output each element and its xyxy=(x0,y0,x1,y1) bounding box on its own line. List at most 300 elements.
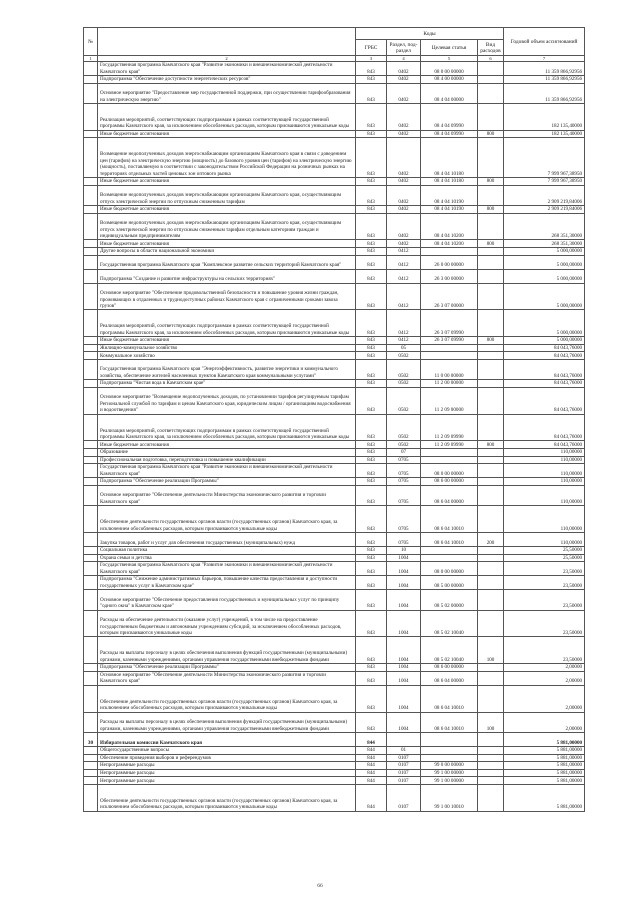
row-annual-sum: 5 000,00000 xyxy=(504,337,585,345)
row-expense-type xyxy=(478,664,504,672)
row-expense-type xyxy=(478,671,504,685)
row-annual-sum: 182 135,40000 xyxy=(504,103,585,130)
row-expense-type xyxy=(478,344,504,352)
table-row xyxy=(84,352,585,360)
row-number xyxy=(84,62,98,76)
header-annual-sum: Годовой объем ассигнований xyxy=(504,28,585,56)
row-expense-type xyxy=(478,685,504,712)
row-number xyxy=(84,441,98,449)
row-number xyxy=(84,414,98,441)
row-expense-type: 800 xyxy=(478,205,504,213)
row-grbs: 843 xyxy=(356,185,387,205)
row-target-article: 08 6 00 00000 xyxy=(421,664,478,672)
row-number xyxy=(84,359,98,379)
index-cell: 2 xyxy=(98,56,356,62)
row-expense-type xyxy=(478,352,504,360)
row-number xyxy=(84,747,98,755)
row-section: 1004 xyxy=(387,590,421,610)
row-name: Иные бюджетные ассигнования xyxy=(98,441,356,449)
row-target-article: 08 4 04 10180 xyxy=(421,138,478,178)
table-row xyxy=(84,456,585,464)
row-number xyxy=(84,590,98,610)
row-number xyxy=(84,283,98,310)
row-number xyxy=(84,387,98,414)
row-grbs: 843 xyxy=(356,380,387,388)
row-section: 0502 xyxy=(387,414,421,441)
row-annual-sum: 11 359 866,92956 xyxy=(504,76,585,84)
row-grbs: 843 xyxy=(356,205,387,213)
row-name: Закупка товаров, работ и услуг для обеспечения государственных (муниципальных) нужд xyxy=(98,533,356,547)
row-annual-sum: 23,50000 xyxy=(504,576,585,590)
row-target-article: 08 0 00 00000 xyxy=(421,464,478,478)
table-row xyxy=(84,359,585,379)
row-name: Основное мероприятие "Обеспечение предоставления государственных и муниципальных услуг по принципу "одного окна" в Камчатском крае" xyxy=(98,590,356,610)
row-number xyxy=(84,76,98,84)
row-name: Расходы на выплаты персоналу в целях обеспечения выполнения функций государственными (муниципальными) органами, казенными учреждениями, органами управления государственными внебюджетными фондами xyxy=(98,712,356,732)
row-section: 0705 xyxy=(387,464,421,478)
row-number xyxy=(84,637,98,664)
row-section: 0705 xyxy=(387,478,421,486)
row-annual-sum: 2,00000 xyxy=(504,712,585,732)
table-row xyxy=(84,62,585,76)
row-number xyxy=(84,337,98,345)
index-cell: 5 xyxy=(421,56,478,62)
row-section: 0402 xyxy=(387,62,421,76)
row-annual-sum: 268 351,30000 xyxy=(504,213,585,240)
header-expense-type: Вид расходов xyxy=(478,40,504,56)
row-name: Избирательная комиссия Камчатского края xyxy=(98,733,356,747)
row-target-article: 08 4 04 00000 xyxy=(421,83,478,103)
table-row xyxy=(84,562,585,576)
row-grbs: 844 xyxy=(356,769,387,777)
row-expense-type xyxy=(478,464,504,478)
row-target-article xyxy=(421,747,478,755)
row-expense-type: 800 xyxy=(478,441,504,449)
row-name: Подпрограмма "Снижение административных барьеров, повышение качества предоставления и доступности государственных услуг в Камчатском крае" xyxy=(98,576,356,590)
row-annual-sum: 5 000,00000 xyxy=(504,310,585,337)
row-expense-type xyxy=(478,76,504,84)
row-target-article: 11 2 00 00000 xyxy=(421,380,478,388)
row-target-article: 26 3 07 00000 xyxy=(421,283,478,310)
row-target-article: 99 1 00 00000 xyxy=(421,777,478,785)
row-expense-type: 800 xyxy=(478,337,504,345)
row-grbs: 843 xyxy=(356,387,387,414)
row-expense-type xyxy=(478,138,504,178)
header-section: Раздел, под-раздел xyxy=(387,40,421,56)
row-section: 0107 xyxy=(387,769,421,777)
row-target-article: 11 2 09 00000 xyxy=(421,387,478,414)
row-number xyxy=(84,478,98,486)
row-annual-sum: 7 999 967,38950 xyxy=(504,177,585,185)
row-section: 0502 xyxy=(387,359,421,379)
row-grbs: 843 xyxy=(356,177,387,185)
row-number xyxy=(84,769,98,777)
row-name: Основное мероприятие "Возмещение недополученных доходов, по установлении тарифов регулируемым тарифам Региональной службой по тарифам и ценам Камчатского края, юридическим лицам / организациям водоснабжения и водоотведения" xyxy=(98,387,356,414)
row-number xyxy=(84,712,98,732)
row-annual-sum: 84 043,76000 xyxy=(504,414,585,441)
row-grbs: 843 xyxy=(356,449,387,457)
row-grbs: 844 xyxy=(356,754,387,762)
row-section: 1004 xyxy=(387,664,421,672)
row-annual-sum: 110,00000 xyxy=(504,478,585,486)
row-target-article: 08 5 02 10040 xyxy=(421,637,478,664)
row-target-article xyxy=(421,554,478,562)
row-target-article: 26 3 00 00000 xyxy=(421,269,478,283)
row-name: Иные бюджетные ассигнования xyxy=(98,337,356,345)
row-target-article xyxy=(421,449,478,457)
row-grbs: 843 xyxy=(356,464,387,478)
row-section: 0502 xyxy=(387,387,421,414)
table-row xyxy=(84,103,585,130)
table-row xyxy=(84,380,585,388)
row-section: 0705 xyxy=(387,456,421,464)
row-number xyxy=(84,685,98,712)
table-row xyxy=(84,414,585,441)
row-annual-sum: 5 000,00000 xyxy=(504,255,585,269)
row-section: 0412 xyxy=(387,310,421,337)
row-grbs: 843 xyxy=(356,712,387,732)
row-target-article: 08 5 02 00000 xyxy=(421,590,478,610)
row-section: 1004 xyxy=(387,554,421,562)
row-section: 1004 xyxy=(387,671,421,685)
row-annual-sum: 5 881,00000 xyxy=(504,747,585,755)
table-row xyxy=(84,554,585,562)
row-name: Основное мероприятие "Обеспечение продовольственной безопасности и повышение уровня жизни граждан, проживающих в отдаленных и труднодоступных районах Камчатского края с ограниченными сроками завоза грузов" xyxy=(98,283,356,310)
row-grbs: 843 xyxy=(356,359,387,379)
row-annual-sum: 7 999 967,38950 xyxy=(504,138,585,178)
row-number xyxy=(84,138,98,178)
row-expense-type: 200 xyxy=(478,533,504,547)
row-name: Подпрограмма "Создание и развитие инфраструктуры на сельских территориях" xyxy=(98,269,356,283)
table-row xyxy=(84,769,585,777)
table-row xyxy=(84,637,585,664)
row-grbs: 843 xyxy=(356,610,387,637)
row-grbs: 843 xyxy=(356,590,387,610)
row-grbs: 843 xyxy=(356,62,387,76)
row-target-article: 08 0 00 00000 xyxy=(421,562,478,576)
row-grbs: 843 xyxy=(356,478,387,486)
row-grbs: 843 xyxy=(356,533,387,547)
row-target-article: 08 6 04 10010 xyxy=(421,506,478,533)
row-target-article: 11 2 09 09990 xyxy=(421,441,478,449)
row-target-article: 08 4 00 00000 xyxy=(421,76,478,84)
row-grbs: 843 xyxy=(356,352,387,360)
row-name: Возмещение недополученных доходов энергоснабжающим организациям Камчатского края в связи с доведением цен (тарифов) на электрическую энергию (мощность) до базового уровня цен (тарифов) на электрическую энергию (мощность), поставляемую в соответствии с законодательством Российской Федерации на розничных рынках на территориях отдельных частей ценовых зон оптового рынка xyxy=(98,138,356,178)
table-row xyxy=(84,747,585,755)
row-annual-sum: 110,00000 xyxy=(504,506,585,533)
row-section: 0705 xyxy=(387,485,421,505)
row-annual-sum: 2,00000 xyxy=(504,664,585,672)
row-section: 01 xyxy=(387,747,421,755)
row-number xyxy=(84,533,98,547)
table-row xyxy=(84,464,585,478)
row-section: 1004 xyxy=(387,712,421,732)
row-section: 0705 xyxy=(387,533,421,547)
row-name: Профессиональная подготовка, переподготовка и повышение квалификации xyxy=(98,456,356,464)
row-section: 0412 xyxy=(387,247,421,255)
row-number xyxy=(84,562,98,576)
row-grbs: 844 xyxy=(356,733,387,747)
row-target-article xyxy=(421,247,478,255)
row-number xyxy=(84,610,98,637)
row-section: 0107 xyxy=(387,754,421,762)
row-expense-type xyxy=(478,456,504,464)
row-number xyxy=(84,664,98,672)
row-expense-type xyxy=(478,485,504,505)
index-cell: 4 xyxy=(387,56,421,62)
row-number xyxy=(84,784,98,811)
table-row xyxy=(84,76,585,84)
row-expense-type xyxy=(478,83,504,103)
row-grbs: 843 xyxy=(356,269,387,283)
row-section: 0502 xyxy=(387,441,421,449)
row-annual-sum: 25,50000 xyxy=(504,547,585,555)
table-row xyxy=(84,310,585,337)
row-section: 0402 xyxy=(387,205,421,213)
row-annual-sum: 110,00000 xyxy=(504,464,585,478)
table-row xyxy=(84,177,585,185)
row-grbs: 843 xyxy=(356,337,387,345)
row-expense-type xyxy=(478,449,504,457)
row-target-article: 08 6 00 00000 xyxy=(421,478,478,486)
row-target-article: 99 1 00 10010 xyxy=(421,784,478,811)
row-grbs: 843 xyxy=(356,685,387,712)
row-expense-type: 100 xyxy=(478,712,504,732)
row-target-article: 08 4 04 10200 xyxy=(421,213,478,240)
row-name: Общегосударственные вопросы xyxy=(98,747,356,755)
row-grbs: 843 xyxy=(356,283,387,310)
row-number xyxy=(84,247,98,255)
row-section: 0402 xyxy=(387,213,421,240)
row-name: Обеспечение деятельности государственных органов власти (государственных органов) Камчатского края, за исключением обособленных расходов, которым присваиваются уникальные коды xyxy=(98,506,356,533)
row-annual-sum: 110,00000 xyxy=(504,533,585,547)
row-number xyxy=(84,185,98,205)
row-name: Социальная политика xyxy=(98,547,356,555)
row-section: 0402 xyxy=(387,130,421,138)
row-section: 0412 xyxy=(387,283,421,310)
row-annual-sum: 84 043,76000 xyxy=(504,359,585,379)
row-annual-sum: 5 881,00000 xyxy=(504,784,585,811)
row-number xyxy=(84,269,98,283)
row-number xyxy=(84,777,98,785)
row-name: Непрограммные расходы xyxy=(98,762,356,770)
row-annual-sum: 5 000,00000 xyxy=(504,283,585,310)
row-grbs: 843 xyxy=(356,130,387,138)
row-section: 1004 xyxy=(387,685,421,712)
row-number xyxy=(84,344,98,352)
row-name: Непрограммные расходы xyxy=(98,769,356,777)
row-name: Основное мероприятие "Предоставление мер государственной поддержки, при осуществлении тарифообразования на электрическую энергию" xyxy=(98,83,356,103)
table-row xyxy=(84,762,585,770)
row-number xyxy=(84,485,98,505)
row-number xyxy=(84,103,98,130)
row-grbs: 843 xyxy=(356,240,387,248)
index-cell: 7 xyxy=(504,56,585,62)
row-section: 0402 xyxy=(387,138,421,178)
row-annual-sum: 268 351,30000 xyxy=(504,240,585,248)
row-name: Подпрограмма "Обеспечение доступности энергетических ресурсов" xyxy=(98,76,356,84)
table-row xyxy=(84,777,585,785)
row-expense-type xyxy=(478,769,504,777)
row-number xyxy=(84,754,98,762)
table-row xyxy=(84,283,585,310)
header-number: № xyxy=(84,28,98,56)
row-number xyxy=(84,547,98,555)
row-grbs: 843 xyxy=(356,576,387,590)
table-row xyxy=(84,205,585,213)
row-section: 0412 xyxy=(387,269,421,283)
row-expense-type xyxy=(478,414,504,441)
row-grbs: 843 xyxy=(356,83,387,103)
row-expense-type xyxy=(478,754,504,762)
row-name: Государственная программа Камчатского края "Развитие экономики и внешнеэкономической деятельности Камчатского края" xyxy=(98,464,356,478)
row-section xyxy=(387,733,421,747)
index-cell: 3 xyxy=(356,56,387,62)
row-number xyxy=(84,310,98,337)
row-name: Возмещение недополученных доходов энергоснабжающим организациям Камчатского края, осуществляющим отпуск электрической энергии по отпускным сниженным тарифам xyxy=(98,185,356,205)
row-section: 10 xyxy=(387,547,421,555)
row-expense-type xyxy=(478,547,504,555)
row-section: 0705 xyxy=(387,506,421,533)
row-name: Иные бюджетные ассигнования xyxy=(98,130,356,138)
table-row xyxy=(84,733,585,747)
row-grbs: 844 xyxy=(356,784,387,811)
row-annual-sum: 2 909 219,84006 xyxy=(504,205,585,213)
row-name: Подпрограмма "Обеспечение реализации Программы" xyxy=(98,664,356,672)
table-row xyxy=(84,247,585,255)
row-grbs: 843 xyxy=(356,247,387,255)
row-section: 0107 xyxy=(387,784,421,811)
row-expense-type xyxy=(478,387,504,414)
row-number xyxy=(84,240,98,248)
row-number xyxy=(84,671,98,685)
table-row xyxy=(84,130,585,138)
row-name: Жилищно-коммунальное хозяйство xyxy=(98,344,356,352)
row-target-article xyxy=(421,456,478,464)
row-target-article: 08 4 04 10190 xyxy=(421,205,478,213)
row-annual-sum: 110,00000 xyxy=(504,449,585,457)
row-expense-type xyxy=(478,784,504,811)
row-section: 0402 xyxy=(387,76,421,84)
row-number xyxy=(84,506,98,533)
table-row xyxy=(84,344,585,352)
row-target-article xyxy=(421,352,478,360)
row-grbs: 844 xyxy=(356,777,387,785)
row-grbs: 843 xyxy=(356,213,387,240)
table-row xyxy=(84,255,585,269)
table-row xyxy=(84,754,585,762)
row-name: Расходы на выплаты персоналу в целях обеспечения выполнения функций государственными (муниципальными) органами, казенными учреждениями, органами управления государственными внебюджетными фондами xyxy=(98,637,356,664)
table-row xyxy=(84,685,585,712)
row-annual-sum: 5 881,00000 xyxy=(504,769,585,777)
row-grbs: 843 xyxy=(356,103,387,130)
row-section: 05 xyxy=(387,344,421,352)
row-section: 0502 xyxy=(387,380,421,388)
row-grbs: 843 xyxy=(356,547,387,555)
row-number xyxy=(84,380,98,388)
row-target-article: 99 0 00 00000 xyxy=(421,762,478,770)
row-expense-type xyxy=(478,213,504,240)
row-target-article: 08 6 04 00000 xyxy=(421,671,478,685)
row-annual-sum: 23,50000 xyxy=(504,610,585,637)
table-row xyxy=(84,478,585,486)
row-target-article xyxy=(421,733,478,747)
row-name: Подпрограмма "Обеспечение реализации Программы" xyxy=(98,478,356,486)
row-target-article: 08 5 00 00000 xyxy=(421,576,478,590)
row-number xyxy=(84,464,98,478)
row-annual-sum: 5 000,00000 xyxy=(504,247,585,255)
row-name: Подпрограмма "Чистая вода в Камчатском крае" xyxy=(98,380,356,388)
table-row xyxy=(84,547,585,555)
index-cell: 1 xyxy=(84,56,98,62)
budget-table-sheet xyxy=(83,27,584,812)
row-number xyxy=(84,205,98,213)
row-name: Другие вопросы в области национальной экономики xyxy=(98,247,356,255)
row-grbs: 843 xyxy=(356,255,387,269)
row-expense-type xyxy=(478,359,504,379)
row-annual-sum: 5 000,00000 xyxy=(504,269,585,283)
row-grbs: 843 xyxy=(356,441,387,449)
row-section: 1004 xyxy=(387,610,421,637)
row-annual-sum: 110,00000 xyxy=(504,485,585,505)
row-target-article: 08 4 04 10180 xyxy=(421,177,478,185)
row-target-article xyxy=(421,547,478,555)
row-grbs: 843 xyxy=(356,485,387,505)
table-row xyxy=(84,533,585,547)
row-annual-sum: 23,50000 xyxy=(504,590,585,610)
row-expense-type xyxy=(478,283,504,310)
row-expense-type: 800 xyxy=(478,130,504,138)
row-annual-sum: 5 881,00000 xyxy=(504,733,585,747)
row-target-article: 11 2 09 09990 xyxy=(421,414,478,441)
row-number xyxy=(84,576,98,590)
row-name: Государственная программа Камчатского края "Комплексное развитие сельских территорий Камчатского края" xyxy=(98,255,356,269)
table-row xyxy=(84,712,585,732)
row-expense-type: 800 xyxy=(478,177,504,185)
row-section: 1004 xyxy=(387,637,421,664)
row-expense-type xyxy=(478,185,504,205)
row-expense-type xyxy=(478,554,504,562)
row-target-article xyxy=(421,344,478,352)
row-name: Непрограммные расходы xyxy=(98,777,356,785)
row-grbs: 844 xyxy=(356,762,387,770)
row-target-article: 08 0 00 00000 xyxy=(421,62,478,76)
row-annual-sum: 11 359 866,92956 xyxy=(504,62,585,76)
header-codes: Коды xyxy=(356,28,504,40)
table-row xyxy=(84,664,585,672)
row-section: 0402 xyxy=(387,103,421,130)
row-number xyxy=(84,255,98,269)
row-annual-sum: 2 909 219,84006 xyxy=(504,185,585,205)
row-name: Реализация мероприятий, соответствующих подпрограммам в рамках соответствующей государственной программы Камчатского края, за исключением обособленных расходов, которым присваиваются уникальные коды xyxy=(98,414,356,441)
row-number xyxy=(84,83,98,103)
row-name: Возмещение недополученных доходов энергоснабжающим организациям Камчатского края, осуществляющим отпуск электрической энергии по отпускным сниженным тарифам отдельным категориям граждан и индивидуальным предпринимателям xyxy=(98,213,356,240)
row-section: 1004 xyxy=(387,576,421,590)
row-grbs: 843 xyxy=(356,414,387,441)
row-annual-sum: 84 043,76000 xyxy=(504,352,585,360)
header-target-article: Целевая статья xyxy=(421,40,478,56)
row-expense-type xyxy=(478,506,504,533)
row-expense-type xyxy=(478,747,504,755)
table-row xyxy=(84,590,585,610)
row-target-article: 99 1 00 00000 xyxy=(421,769,478,777)
row-section: 0107 xyxy=(387,777,421,785)
row-grbs: 843 xyxy=(356,310,387,337)
row-number xyxy=(84,177,98,185)
row-name: Коммунальное хозяйство xyxy=(98,352,356,360)
row-target-article: 26 3 07 09990 xyxy=(421,310,478,337)
row-target-article: 08 4 04 10200 xyxy=(421,240,478,248)
